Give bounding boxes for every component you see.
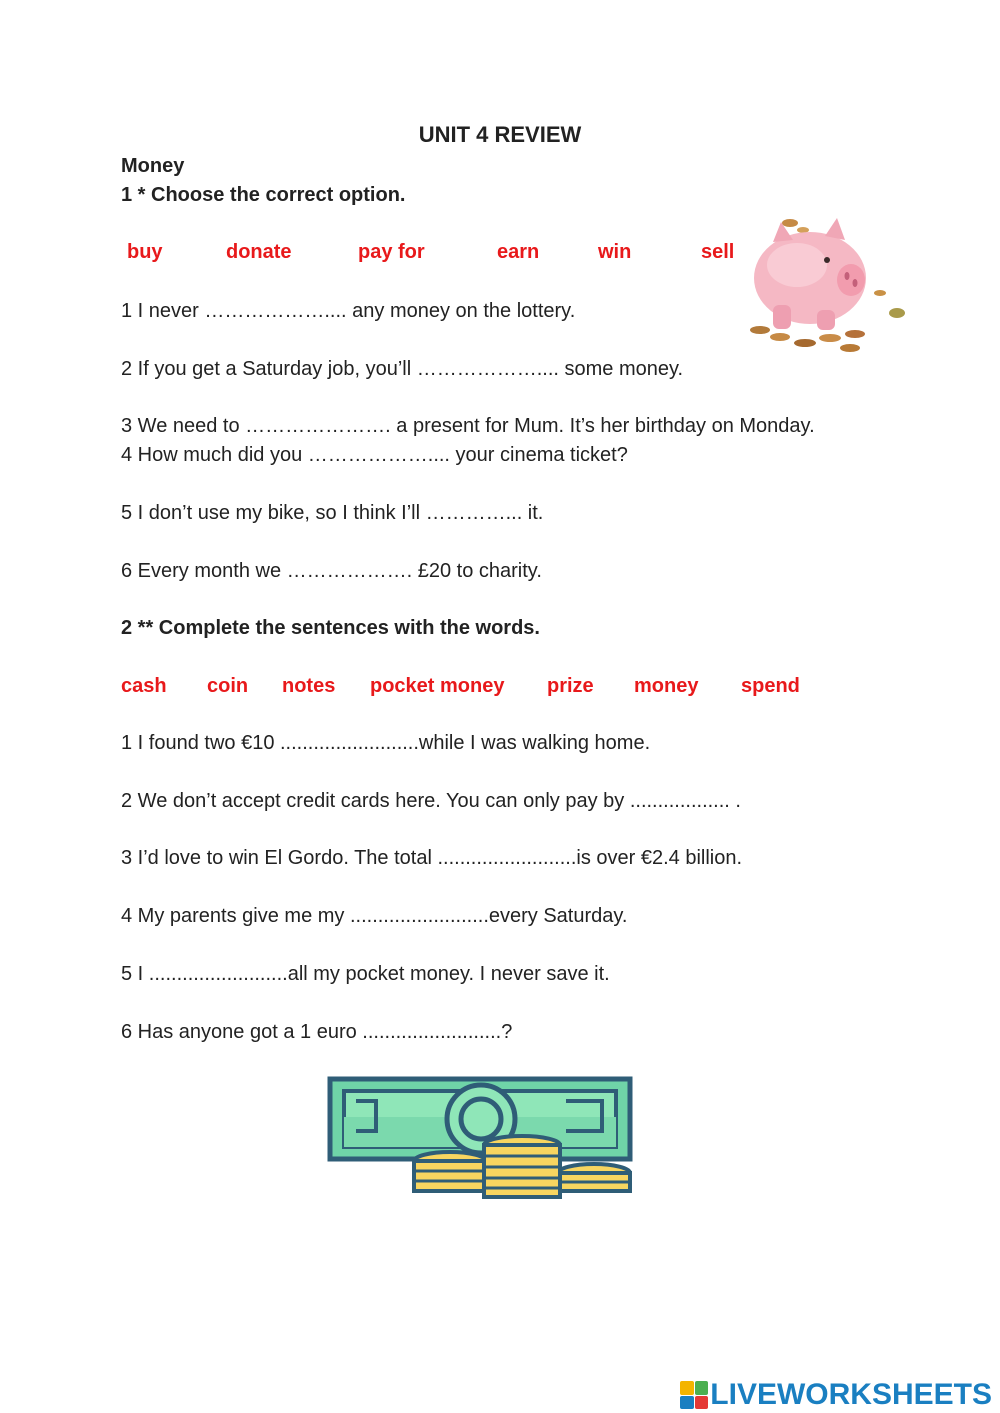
exercise2-sentence: 3 I’d love to win El Gordo. The total .........................is over €2.4 billion. [121, 847, 743, 869]
exercise2-sentence: 1 I found two €10 .........................while I was walking home. [121, 732, 651, 754]
exercise1-sentence: 5 I don’t use my bike, so I think I’ll …………... it. [121, 502, 544, 524]
piggy-bank-icon [745, 210, 955, 360]
word-bank-1-item: donate [226, 241, 292, 263]
section-title: Money [121, 155, 185, 177]
word-bank-1-item: win [598, 241, 632, 263]
exercise2-sentence: 6 Has anyone got a 1 euro .........................? [121, 1021, 513, 1043]
word-bank-1-item: buy [127, 241, 163, 263]
page-title: UNIT 4 REVIEW [418, 122, 582, 147]
word-bank-2-item: prize [547, 675, 594, 697]
word-bank-2-item: money [634, 675, 699, 697]
banknote-coins-icon [326, 1075, 636, 1203]
exercise2-sentence: 2 We don’t accept credit cards here. You can only pay by .................. . [121, 790, 741, 812]
word-bank-2-item: pocket money [370, 675, 505, 697]
exercise2-sentence: 5 I .........................all my pocket money. I never save it. [121, 963, 610, 985]
brand-name: LIVEWORKSHEETS [710, 1378, 992, 1411]
word-bank-2-item: spend [741, 675, 800, 697]
word-bank-2-item: coin [207, 675, 249, 697]
word-bank-2-item: cash [121, 675, 167, 697]
exercise1-sentence: 3 We need to …………………. a present for Mum. It’s her birthday on Monday. [121, 415, 815, 437]
exercise1-instruction: 1 * Choose the correct option. [121, 184, 406, 206]
exercise1-sentence: 6 Every month we ………………. £20 to charity. [121, 560, 542, 582]
exercise1-sentence: 1 I never ……………….... any money on the lottery. [121, 300, 576, 322]
word-bank-1-item: pay for [358, 241, 425, 263]
liveworksheets-logo [680, 1378, 992, 1412]
exercise1-sentence: 4 How much did you ……………….... your cinema ticket? [121, 444, 628, 466]
liveworksheets-icon [680, 1381, 708, 1409]
exercise1-sentence: 2 If you get a Saturday job, you’ll ……………….... some money. [121, 358, 684, 380]
word-bank-1-item: earn [497, 241, 540, 263]
word-bank-1-item: sell [701, 241, 735, 263]
exercise2-sentence: 4 My parents give me my .........................every Saturday. [121, 905, 628, 927]
word-bank-2-item: notes [282, 675, 336, 697]
exercise2-instruction: 2 ** Complete the sentences with the words. [121, 617, 540, 639]
